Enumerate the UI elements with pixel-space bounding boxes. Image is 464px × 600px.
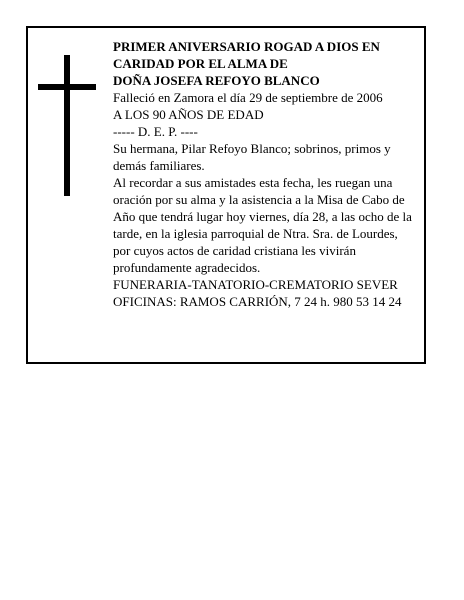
- age-line: A LOS 90 AÑOS DE EDAD: [113, 107, 264, 122]
- notice-heading-line-1: PRIMER ANIVERSARIO ROGAD A DIOS EN: [113, 39, 380, 54]
- cross-horizontal-bar: [38, 84, 96, 90]
- notice-heading-line-2: CARIDAD POR EL ALMA DE: [113, 56, 288, 71]
- deceased-name: DOÑA JOSEFA REFOYO BLANCO: [113, 73, 320, 88]
- rip-line: ----- D. E. P. ----: [113, 124, 198, 139]
- family-line: Su hermana, Pilar Refoyo Blanco; sobrinos, primos y demás familiares.: [113, 141, 391, 173]
- cross-vertical-bar: [64, 55, 70, 196]
- death-date-line: Falleció en Zamora el día 29 de septiembre de 2006: [113, 90, 383, 105]
- office-address: OFICINAS: RAMOS CARRIÓN, 7 24 h. 980 53 14 24: [113, 294, 402, 309]
- mass-message: Al recordar a sus amistades esta fecha, les ruegan una oración por su alma y la asistencia a la Misa de Cabo de Año que tendrá lugar hoy viernes, día 28, a las ocho de la tarde, en la iglesia parroquial de Ntra. Sra. de Lourdes, por cuyos actos de caridad cristiana les vivirán profundamente agradecidos.: [113, 175, 412, 275]
- notice-text: [113, 38, 413, 310]
- funeral-home-name: FUNERARIA-TANATORIO-CREMATORIO SEVER: [113, 277, 398, 292]
